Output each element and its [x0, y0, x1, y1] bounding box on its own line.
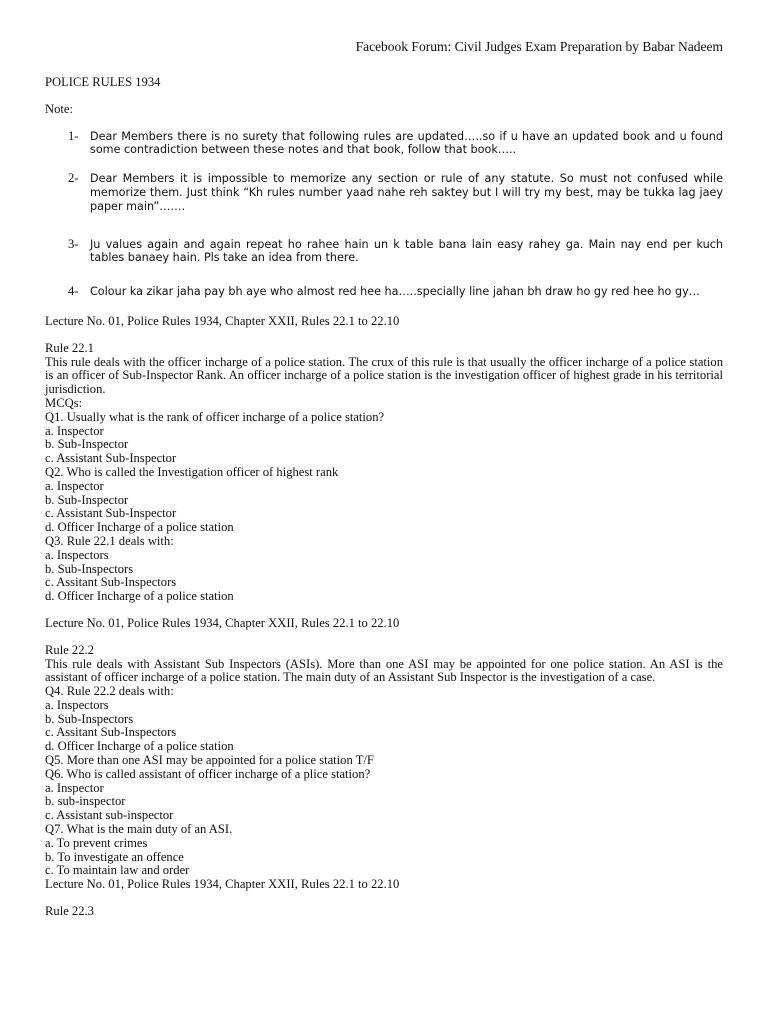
note-number: 2-: [68, 171, 79, 186]
mcq-line: b. Sub-Inspectors: [45, 711, 134, 726]
mcq-line: Q6. Who is called assistant of officer incharge of a plice station?: [45, 766, 371, 781]
mcq-line: a. Inspectors: [45, 547, 109, 562]
mcq-line: a. Inspectors: [45, 697, 109, 712]
mcq-line: c. Assitant Sub-Inspectors: [45, 725, 177, 740]
mcq-line: a. Inspector: [45, 780, 104, 795]
note-text: Ju values again and again repeat ho rahee hain un k table bana lain easy rahey ga. Main nay end per kuch tables banaey hain. Pls take an idea from there.: [90, 237, 723, 265]
rule-22-2-section: [45, 644, 723, 879]
note-item: [45, 172, 723, 213]
mcq-line: Q4. Rule 22.2 deals with:: [45, 684, 174, 699]
mcq-line: b. sub-inspector: [45, 794, 126, 809]
mcq-list: [45, 397, 723, 604]
mcq-list: [45, 685, 723, 878]
mcq-line: b. Sub-Inspectors: [45, 561, 134, 576]
note-label: Note:: [45, 101, 73, 116]
note-text: Dear Members there is no surety that following rules are updated…..so if u have an updated book and u found some contradiction between these notes and that book, follow that book…..: [90, 129, 723, 157]
lecture-line: Lecture No. 01, Police Rules 1934, Chapter XXII, Rules 22.1 to 22.10: [45, 877, 400, 892]
mcq-line: d. Officer Incharge of a police station: [45, 739, 234, 754]
rule-22-1-section: [45, 342, 723, 604]
mcq-line: c. Assitant Sub-Inspectors: [45, 575, 177, 590]
rule-heading: Rule 22.2: [45, 642, 94, 657]
mcq-line: b. Sub-Inspector: [45, 492, 129, 507]
mcq-line: d. Officer Incharge of a police station: [45, 520, 234, 535]
lecture-line: Lecture No. 01, Police Rules 1934, Chapter XXII, Rules 22.1 to 22.10: [45, 615, 400, 630]
note-number: 1-: [68, 128, 79, 143]
mcq-line: Q5. More than one ASI may be appointed for a police station T/F: [45, 753, 374, 768]
mcq-line: MCQs:: [45, 395, 83, 410]
notes-list: [45, 130, 723, 299]
mcq-line: d. Officer Incharge of a police station: [45, 589, 234, 604]
page-header: Facebook Forum: Civil Judges Exam Preparation by Babar Nadeem: [355, 39, 723, 54]
note-text: Colour ka zikar jaha pay bh aye who almost red hee ha…..specially line jahan bh draw ho gy red hee ho gy…: [90, 285, 700, 299]
rule-22-3-section: [45, 905, 723, 919]
mcq-line: a. Inspector: [45, 423, 104, 438]
note-item: [45, 130, 723, 158]
mcq-line: a. Inspector: [45, 478, 104, 493]
rule-heading: Rule 22.1: [45, 340, 94, 355]
mcq-line: Q2. Who is called the Investigation officer of highest rank: [45, 464, 339, 479]
mcq-line: b. To investigate an offence: [45, 849, 184, 864]
rule-body: This rule deals with Assistant Sub Inspectors (ASIs). More than one ASI may be appointed for one police station. An ASI is the assistant of officer incharge of a police station. The main duty of an Assistant Sub Inspector is the investigation of a case.: [45, 656, 723, 685]
note-text: Dear Members it is impossible to memorize any section or rule of any statute. So must not confused while memorize them. Just think “Kh rules number yaad nahe reh saktey but I will try my best, may be tukka lag jaey paper main”…….: [90, 172, 723, 213]
lecture-line: Lecture No. 01, Police Rules 1934, Chapter XXII, Rules 22.1 to 22.10: [45, 313, 400, 328]
rule-body: This rule deals with the officer incharge of a police station. The crux of this rule is that usually the officer incharge of a police station is an officer of Sub-Inspector Rank. An officer incharge of a police station is the investigation officer of highest grade in his territorial jurisdiction.: [45, 354, 723, 397]
document-title: POLICE RULES 1934: [45, 75, 161, 89]
mcq-line: Q7. What is the main duty of an ASI.: [45, 822, 233, 837]
document-content: [45, 76, 723, 919]
note-item: [45, 238, 723, 266]
mcq-line: c. Assistant sub-inspector: [45, 808, 174, 823]
note-item: [45, 285, 723, 299]
mcq-line: c. Assistant Sub-Inspector: [45, 451, 177, 466]
note-number: 4-: [68, 284, 79, 299]
mcq-line: c. To maintain law and order: [45, 863, 190, 878]
rule-heading: Rule 22.3: [45, 904, 94, 919]
note-number: 3-: [68, 236, 79, 251]
mcq-line: Q1. Usually what is the rank of officer incharge of a police station?: [45, 409, 385, 424]
mcq-line: Q3. Rule 22.1 deals with:: [45, 533, 174, 548]
mcq-line: c. Assistant Sub-Inspector: [45, 506, 177, 521]
mcq-line: a. To prevent crimes: [45, 835, 148, 850]
mcq-line: b. Sub-Inspector: [45, 437, 129, 452]
